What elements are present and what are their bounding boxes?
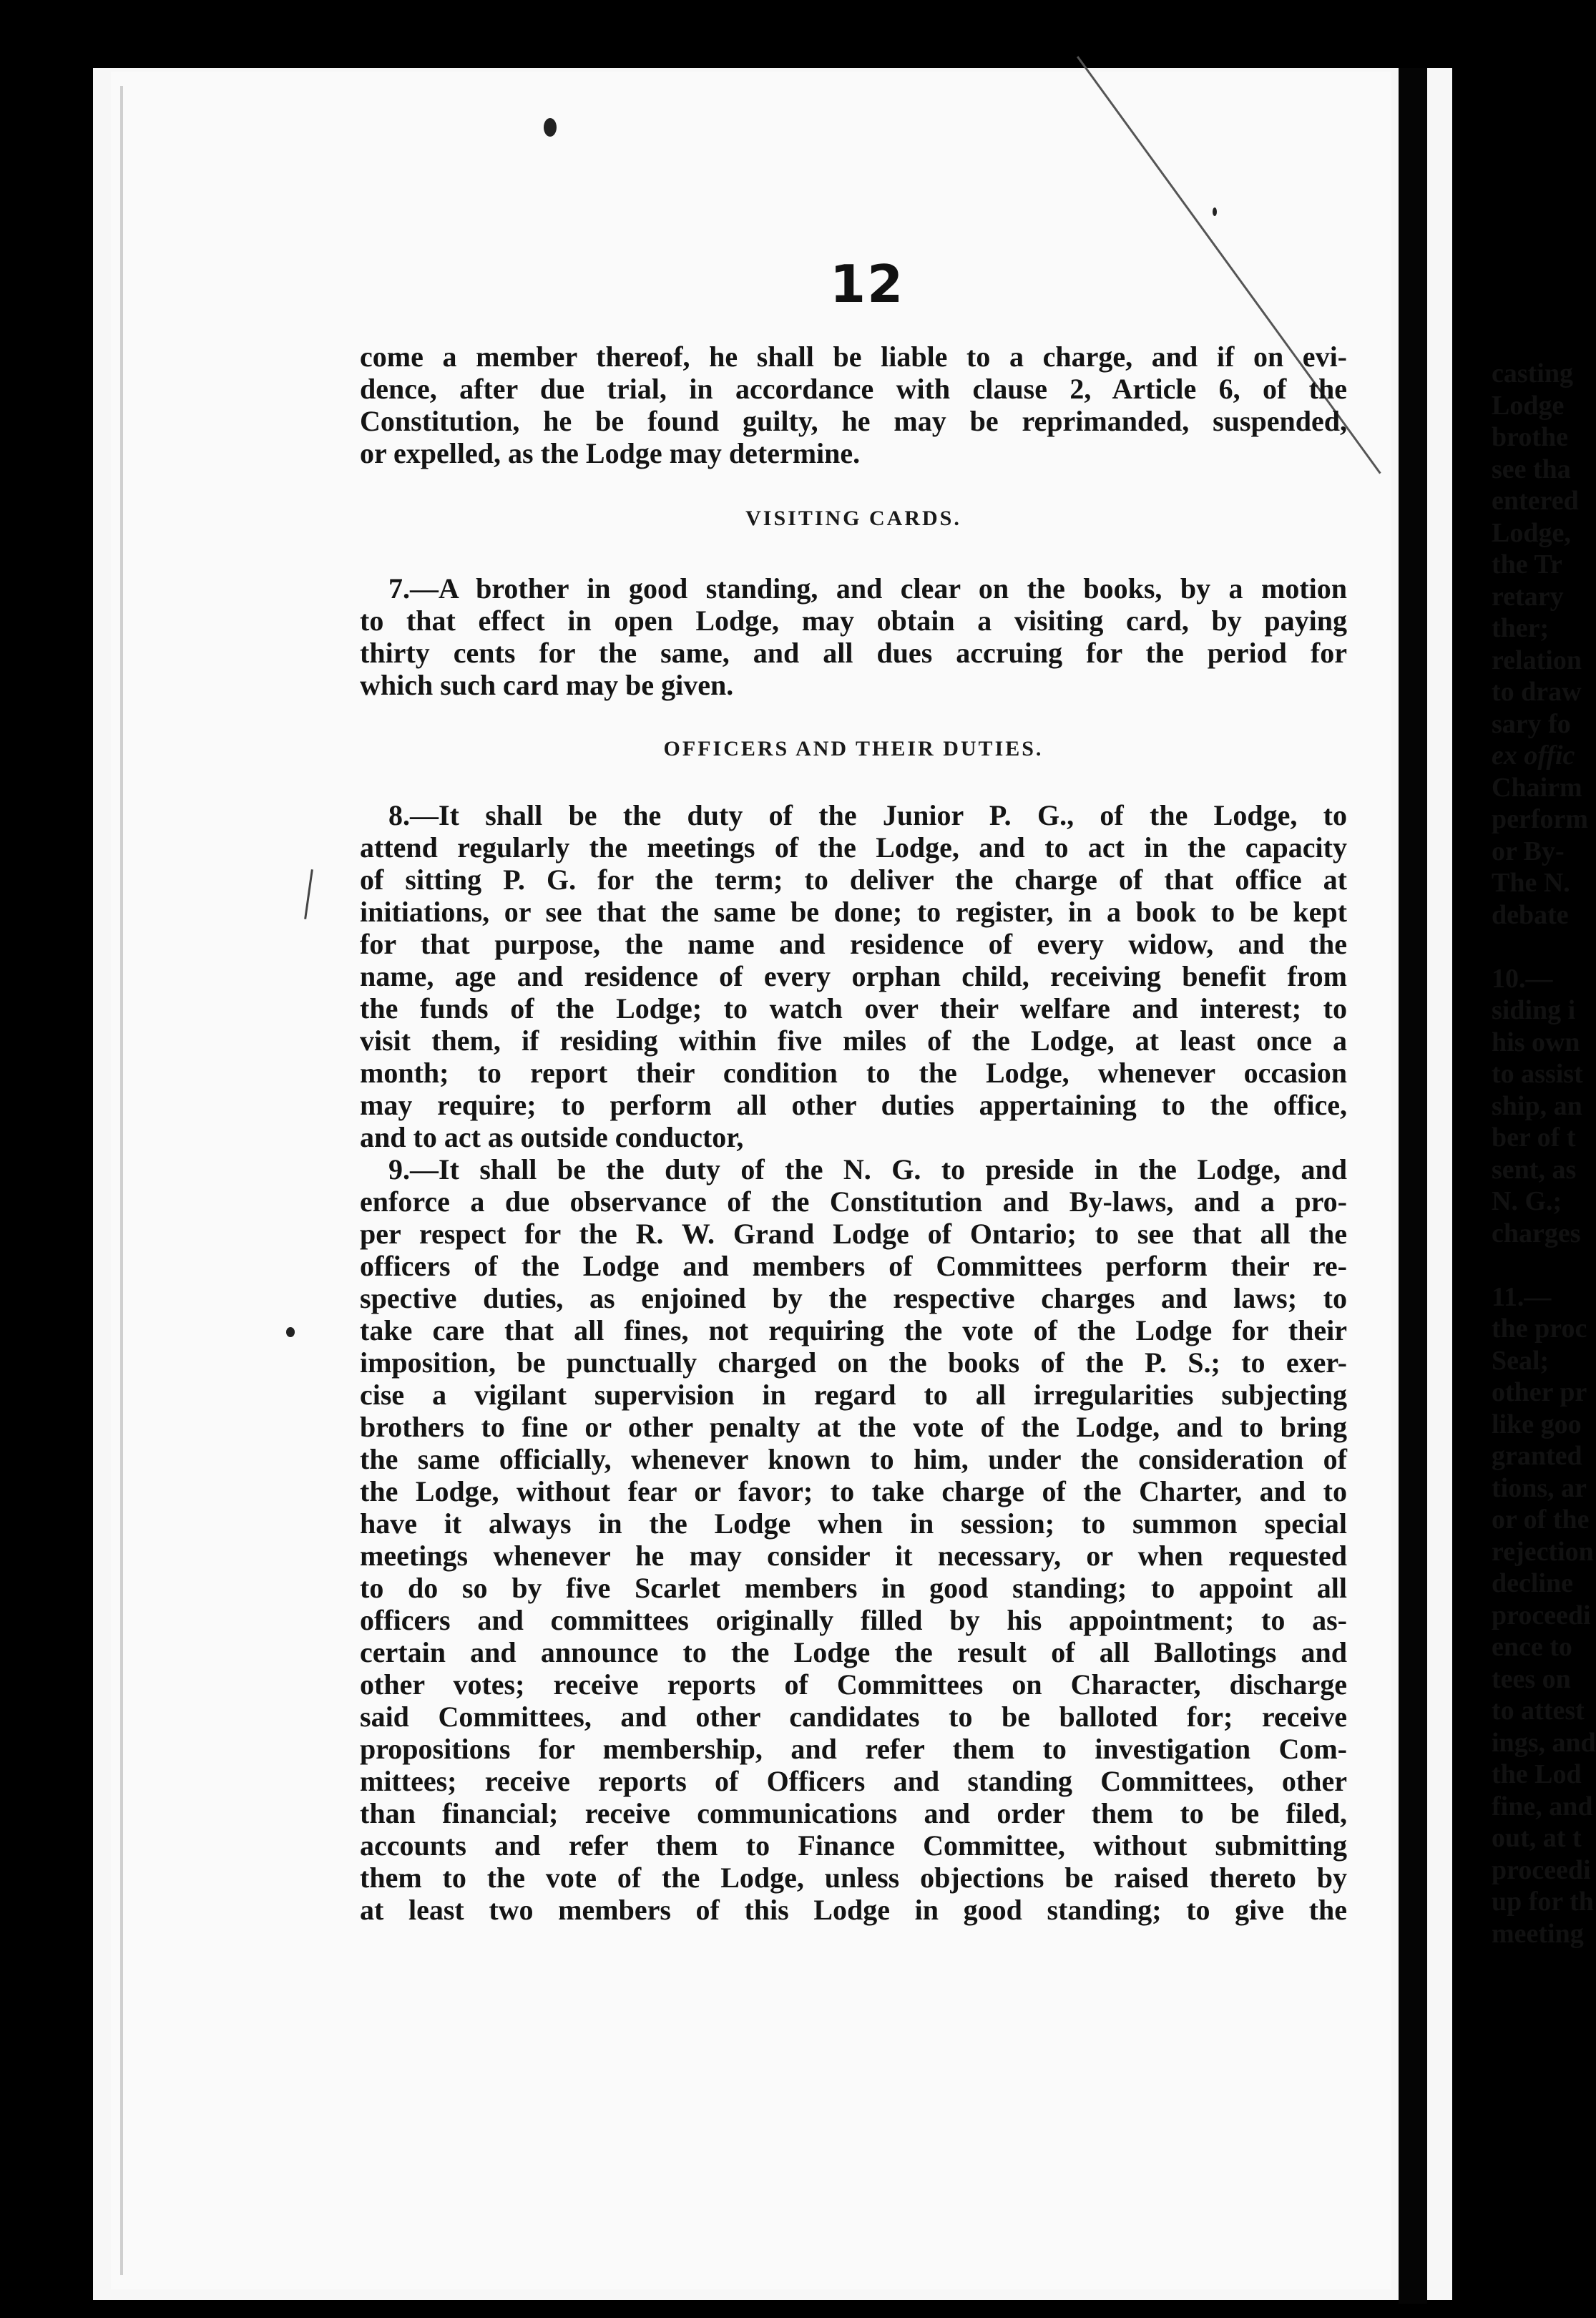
text-line: the same officially, whenever known to him, under the consideration of [360, 1443, 1347, 1475]
text-line: 8.—It shall be the duty of the Junior P. G., of the Lodge, to [388, 799, 1347, 831]
text-line: entered [1492, 486, 1579, 516]
text-line: 10.— [1492, 963, 1553, 994]
text-line: proceedi [1492, 1600, 1591, 1630]
text-line: than financial; receive communications and order them to be filed, [360, 1797, 1347, 1829]
text-line: initiations, or see that the same be done; to register, in a book to be kept [360, 896, 1347, 928]
text-line: and to act as outside conductor, [360, 1121, 744, 1153]
text-line: them to the vote of the Lodge, unless objections be raised thereto by [360, 1862, 1347, 1894]
text-line: spective duties, as enjoined by the respective charges and laws; to [360, 1282, 1347, 1314]
text-line: meeting [1492, 1918, 1584, 1949]
text-line: like goo [1492, 1409, 1582, 1439]
text-line: Chairm [1492, 772, 1582, 803]
text-line: 7.—A brother in good standing, and clear on the books, by a motion [388, 572, 1347, 605]
text-line: officers and committees originally filled by his appointment; to as- [360, 1604, 1347, 1636]
page-gutter-divider [1399, 68, 1427, 2304]
text-line: to that effect in open Lodge, may obtain a visiting card, by paying [360, 605, 1347, 637]
text-line: tees on [1492, 1663, 1571, 1694]
text-line: other pr [1492, 1377, 1587, 1407]
text-line: propositions for membership, and refer them to investigation Com- [360, 1733, 1347, 1765]
text-line: the funds of the Lodge; to watch over their welfare and interest; to [360, 992, 1347, 1024]
section-9-paragraph [360, 1153, 1347, 1926]
text-line: fine, and [1492, 1791, 1593, 1821]
text-line: to draw [1492, 677, 1582, 707]
heading-visiting-cards: VISITING CARDS. [745, 507, 961, 530]
text-line: relation [1492, 645, 1582, 675]
text-line: ship, an [1492, 1090, 1582, 1121]
text-line: or of the [1492, 1505, 1590, 1535]
text-line: the Tr [1492, 549, 1562, 580]
text-line: brothers to fine or other penalty at the vote of the Lodge, and to bring [360, 1411, 1347, 1443]
text-line: Seal; [1492, 1345, 1550, 1376]
text-line: come a member thereof, he shall be liable to a charge, and if on evi- [360, 341, 1347, 373]
film-speck [1213, 207, 1217, 216]
text-line: Constitution, he be found guilty, he may be reprimanded, suspended, [360, 405, 1347, 437]
text-line [1492, 740, 1584, 772]
text-line: name, age and residence of every orphan child, receiving benefit from [360, 960, 1347, 992]
text-line: which such card may be given. [360, 669, 734, 701]
text-line: casting [1492, 358, 1573, 388]
text-line: have it always in the Lodge when in session; to summon special [360, 1507, 1347, 1540]
text-line: The N. [1492, 868, 1570, 898]
text-line: visit them, if residing within five miles of the Lodge, at least once a [360, 1024, 1347, 1057]
text-line: ber of t [1492, 1123, 1576, 1153]
text-line: 9.—It shall be the duty of the N. G. to preside in the Lodge, and [388, 1153, 1347, 1185]
italic-text: ex offic [1492, 740, 1575, 771]
section-7-paragraph [360, 572, 1347, 701]
section-8-paragraph [360, 799, 1347, 1153]
text-line: 11.— [1492, 1281, 1552, 1312]
page-number: 12 [830, 254, 905, 314]
text-line: of sitting P. G. for the term; to deliver the charge of that office at [360, 864, 1347, 896]
text-line: certain and announce to the Lodge the result of all Ballotings and [360, 1636, 1347, 1668]
text-line: to do so by five Scarlet members in good standing; to appoint all [360, 1572, 1347, 1604]
text-line: up for th [1492, 1887, 1594, 1917]
text-line: for that purpose, the name and residence of every widow, and the [360, 928, 1347, 960]
intro-paragraph [360, 341, 1347, 469]
text-line: N. G.; [1492, 1186, 1562, 1216]
text-line: charges [1492, 1218, 1581, 1248]
text-line: the Lodge, without fear or favor; to take charge of the Charter, and to [360, 1475, 1347, 1507]
text-line: out, at t [1492, 1823, 1582, 1853]
page-edge-shadow [120, 86, 123, 2275]
text-line: per respect for the R. W. Grand Lodge of Ontario; to see that all the [360, 1218, 1347, 1250]
text-line: sary fo [1492, 708, 1571, 739]
text-line: thirty cents for the same, and all dues accruing for the period for [360, 637, 1347, 669]
text-line: proceedi [1492, 1854, 1591, 1885]
text-line: month; to report their condition to the Lodge, whenever occasion [360, 1057, 1347, 1089]
text-line: ence to [1492, 1632, 1572, 1662]
text-line: accounts and refer them to Finance Committee, without submitting [360, 1829, 1347, 1862]
text-line: attend regularly the meetings of the Lodge, and to act in the capacity [360, 831, 1347, 864]
text-line: officers of the Lodge and members of Committees perform their re- [360, 1250, 1347, 1282]
text-line: rejection [1492, 1536, 1594, 1567]
text-line: to attest [1492, 1696, 1585, 1726]
text-line: siding i [1492, 995, 1576, 1025]
text-line: brothe [1492, 422, 1568, 452]
text-line: may require; to perform all other duties appertaining to the office, [360, 1089, 1347, 1121]
text-line: the Lod [1492, 1759, 1582, 1789]
text-line: debate [1492, 899, 1569, 930]
text-line: granted [1492, 1441, 1582, 1471]
text-line: meetings whenever he may consider it necessary, or when requested [360, 1540, 1347, 1572]
text-line: cise a vigilant supervision in regard to all irregularities subjecting [360, 1379, 1347, 1411]
text-line: retary [1492, 581, 1564, 612]
text-line: or expelled, as the Lodge may determine. [360, 437, 861, 469]
adjacent-page-column [1492, 358, 1596, 1950]
text-line: imposition, be punctually charged on the books of the P. S.; to exer- [360, 1346, 1347, 1379]
text-line: enforce a due observance of the Constitution and By-laws, and a pro- [360, 1185, 1347, 1218]
text-line: Lodge [1492, 390, 1565, 421]
film-speck [286, 1327, 295, 1337]
text-line: perform [1492, 804, 1589, 834]
text-line: the proc [1492, 1314, 1587, 1344]
text-line: decline [1492, 1568, 1573, 1598]
text-line: Lodge, [1492, 517, 1571, 548]
text-line: tions, ar [1492, 1472, 1587, 1503]
text-line: mittees; receive reports of Officers and standing Committees, other [360, 1765, 1347, 1797]
text-line: to assist [1492, 1059, 1583, 1089]
text-line [1492, 931, 1584, 963]
text-line: said Committees, and other candidates to be balloted for; receive [360, 1701, 1347, 1733]
heading-officers-duties: OFFICERS AND THEIR DUTIES. [663, 737, 1044, 761]
text-line: other votes; receive reports of Committees on Character, discharge [360, 1668, 1347, 1701]
film-speck [544, 118, 557, 137]
text-line: his own [1492, 1027, 1580, 1057]
text-line: take care that all fines, not requiring the vote of the Lodge for their [360, 1314, 1347, 1346]
text-line: at least two members of this Lodge in good standing; to give the [360, 1894, 1347, 1926]
text-line: ings, and [1492, 1727, 1596, 1758]
text-line: or By- [1492, 836, 1565, 866]
text-line: sent, as [1492, 1154, 1577, 1185]
text-line: ther; [1492, 613, 1550, 643]
text-line: see tha [1492, 454, 1571, 484]
text-line: dence, after due trial, in accordance with clause 2, Article 6, of the [360, 373, 1347, 405]
text-line [1492, 1249, 1584, 1281]
